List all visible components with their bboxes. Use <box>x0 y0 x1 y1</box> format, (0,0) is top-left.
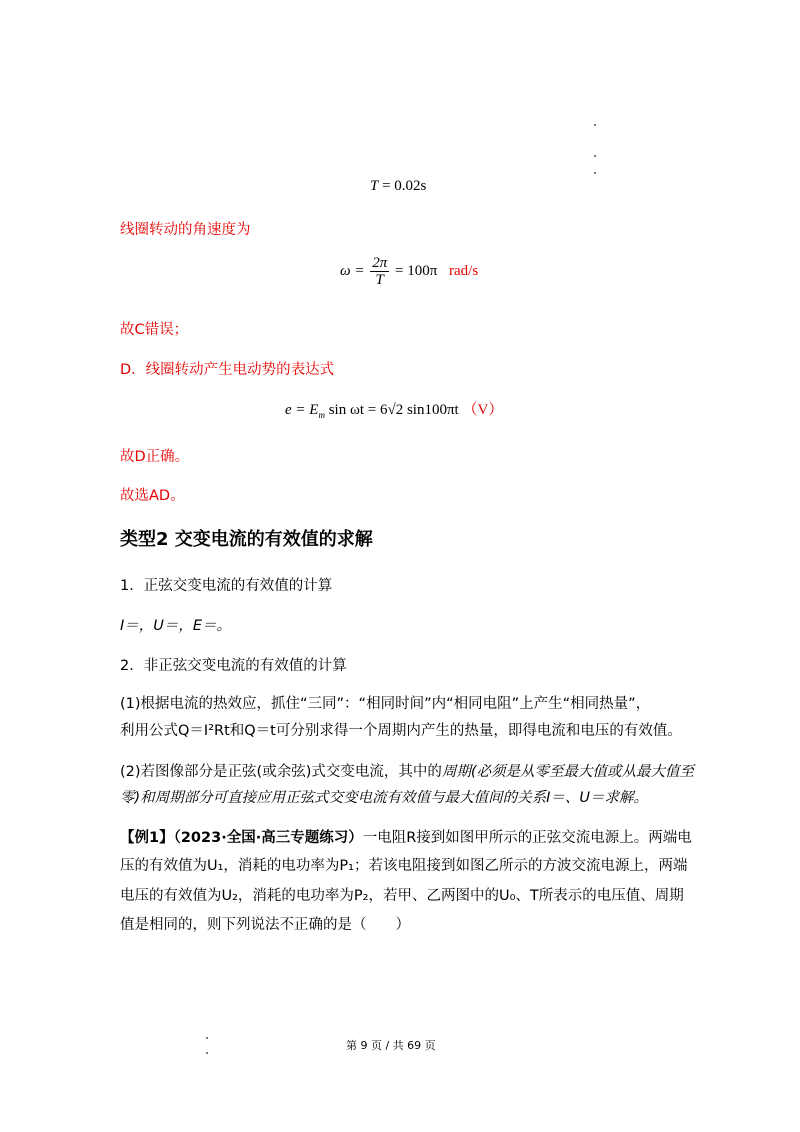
formula-emf-unit: （V） <box>462 402 504 418</box>
formula-period <box>370 178 426 195</box>
example-line-1 <box>120 826 692 847</box>
option-d-intro: D．线圈转动产生电动势的表达式 <box>120 362 335 378</box>
option-c-wrong: 故C错误； <box>120 322 189 338</box>
paragraph-4-line-1: (1)根据电流的热效应，抓住“三同”：“相同时间”内“相同电阻”上产生“相同热量”， <box>120 696 651 712</box>
section-heading: 类型2 交变电流的有效值的求解 <box>120 529 373 550</box>
formula-omega-rhs: = 100π <box>394 262 438 279</box>
example-text-1: 一电阻R接到如图甲所示的正弦交流电源上。两端电 <box>362 830 692 846</box>
formula-emf <box>285 398 503 420</box>
formula-omega-fraction <box>370 255 389 288</box>
decorative-dot <box>594 172 596 174</box>
formula-omega <box>340 255 478 288</box>
formula-T-rhs: = 0.02s <box>382 178 427 194</box>
paragraph-4-line-2: 利用公式Q＝I²Rt和Q＝t可分别求得一个周期内产生的热量，即得电流和电压的有效值。 <box>120 723 682 739</box>
angular-velocity-intro: 线圈转动的角速度为 <box>120 222 251 238</box>
formula-omega-denominator: T <box>375 272 384 288</box>
paragraph-5-italic: 周期(必须是从零至最大值或从最大值至 <box>441 764 695 780</box>
paragraph-5-line-1 <box>120 760 694 781</box>
decorative-dot <box>206 1037 208 1039</box>
formula-emf-mid: sin ωt = 6√2 sin100πt <box>328 402 459 418</box>
decorative-dot <box>594 155 596 157</box>
paragraph-5-normal: (2)若图像部分是正弦(或余弦)式交变电流，其中的 <box>120 764 442 780</box>
answer-line: 故选AD。 <box>120 488 185 504</box>
formula-omega-unit: rad/s <box>449 262 479 279</box>
formula-omega-numerator: 2π <box>372 255 388 271</box>
formula-emf-lhs: e = E <box>285 402 319 418</box>
paragraph-3: 2．非正弦交变电流的有效值的计算 <box>120 658 347 674</box>
paragraph-2: I＝，U＝，E＝。 <box>120 618 232 634</box>
example-line-4: 值是相同的，则下列说法不正确的是（ ） <box>120 917 410 933</box>
paragraph-5-line-2: 零)和周期部分可直接应用正弦式交变电流有效值与最大值间的关系I＝、U＝求解。 <box>120 790 649 806</box>
paragraph-1: 1．正弦交变电流的有效值的计算 <box>120 578 333 594</box>
example-line-3: 电压的有效值为U₂，消耗的电功率为P₂，若甲、乙两图中的U₀、T所表示的电压值、周期 <box>120 888 684 904</box>
formula-emf-subscript: m <box>318 410 325 420</box>
example-line-2: 压的有效值为U₁，消耗的电功率为P₁；若该电阻接到如图乙所示的方波交流电源上，两端 <box>120 858 688 874</box>
decorative-dot <box>594 124 596 126</box>
formula-omega-lhs: ω = <box>340 262 365 279</box>
formula-T-lhs: T <box>370 178 379 194</box>
example-tag: 【例1】 <box>120 830 174 846</box>
decorative-dot <box>206 1052 208 1054</box>
page-footer: 第 9 页 / 共 69 页 <box>346 1039 436 1052</box>
example-source: （2023·全国·高三专题练习） <box>173 830 363 846</box>
option-d-right: 故D正确。 <box>120 449 190 465</box>
